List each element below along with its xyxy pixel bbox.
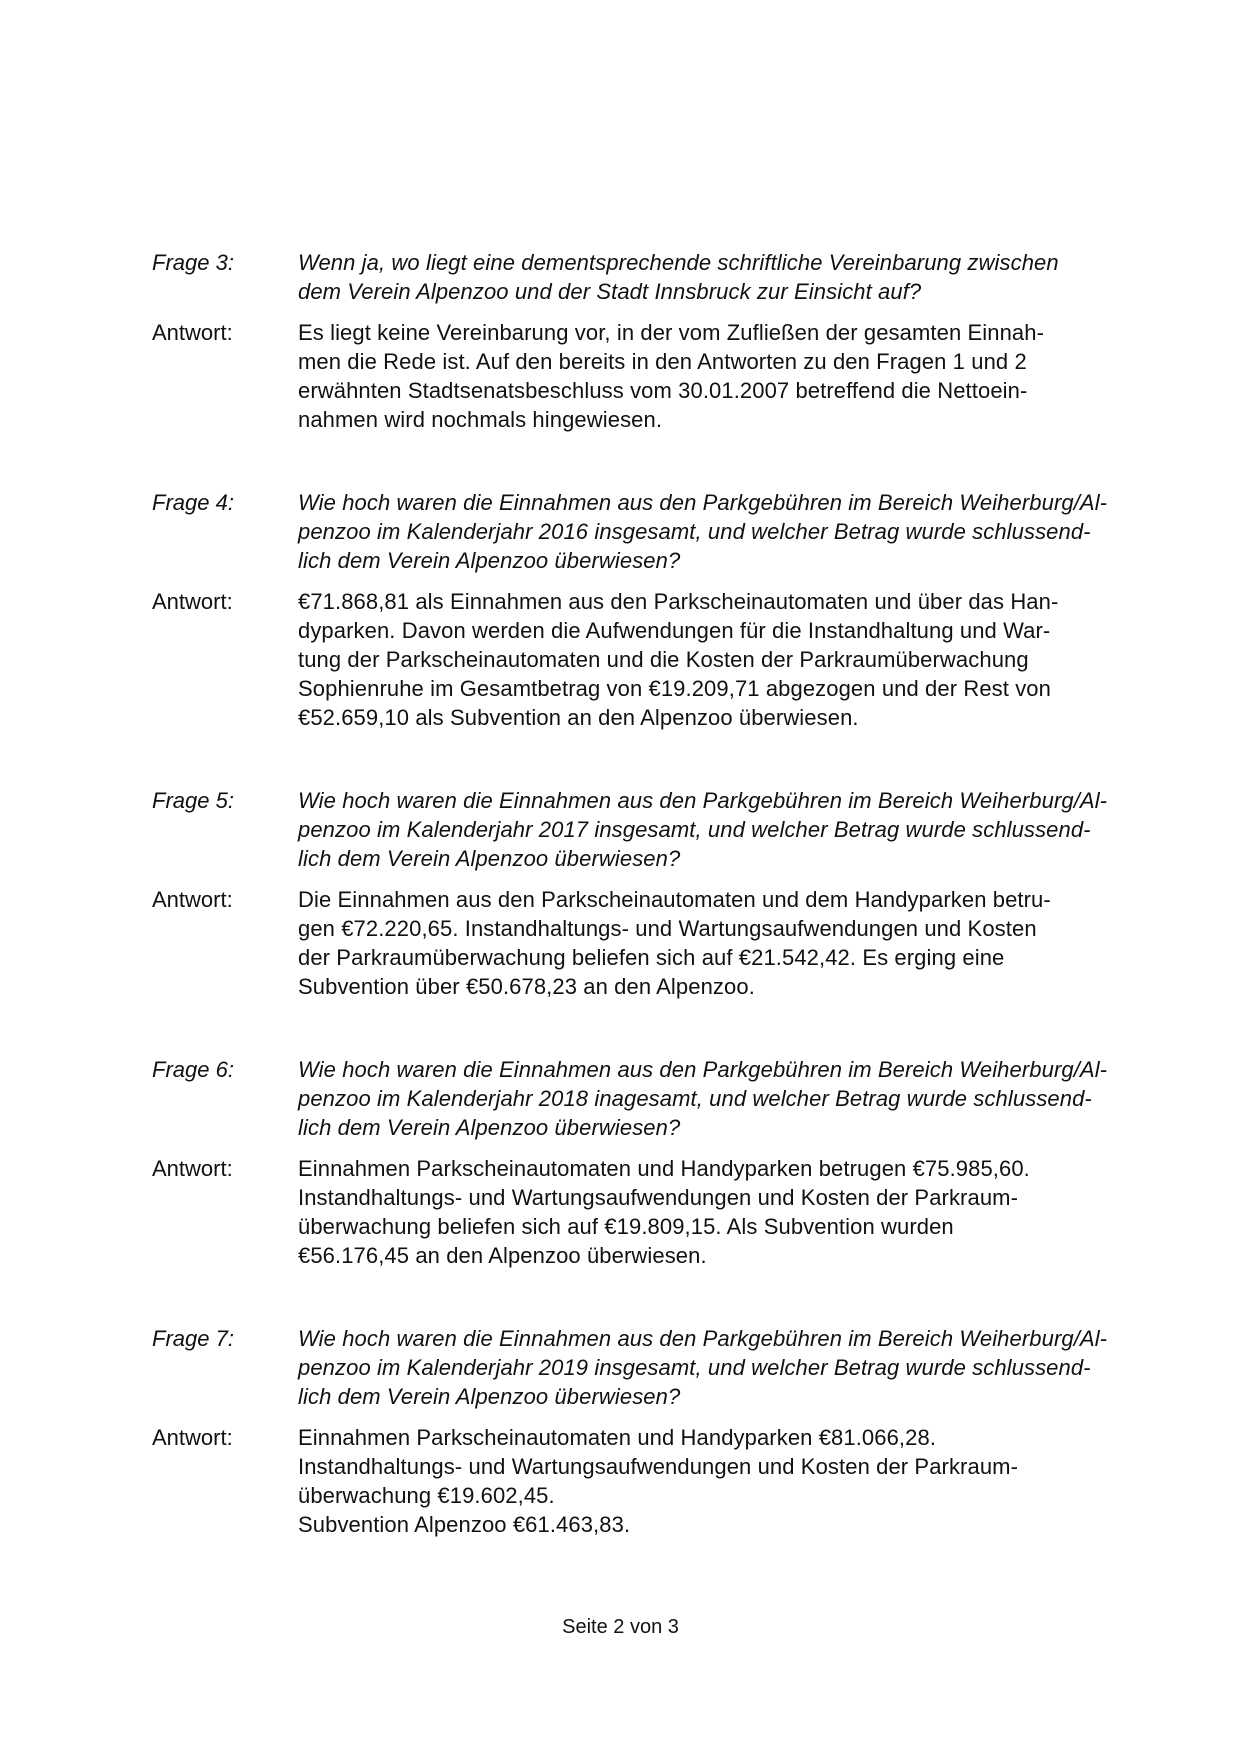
question-label: Frage 6:	[152, 1057, 234, 1082]
question-label: Frage 3:	[152, 250, 234, 275]
answer-label: Antwort:	[152, 589, 233, 614]
answer-row	[152, 318, 1142, 434]
answer-row	[152, 885, 1142, 1001]
answer-row	[152, 587, 1142, 732]
answer-text: €71.868,81 als Einnahmen aus den Parkscheinautomaten und über das Han- dyparken. Davon werden die Aufwendungen für die Instandhaltung und War- tung der Parkscheinautomaten und die Kosten der Parkraumüberwachung Sophienruhe im Gesamtbetrag von €19.209,71 abgezogen und der Rest von €52.659,10 als Subvention an den Alpenzoo überwiesen.	[298, 589, 1059, 730]
question-text: Wenn ja, wo liegt eine dementsprechende schriftliche Vereinbarung zwischen dem Verein Alpenzoo und der Stadt Innsbruck zur Einsicht auf?	[298, 250, 1059, 304]
question-row	[152, 1055, 1142, 1142]
page-number-footer: Seite 2 von 3	[562, 1616, 679, 1638]
answer-label: Antwort:	[152, 1156, 233, 1181]
answer-text: Es liegt keine Vereinbarung vor, in der vom Zufließen der gesamten Einnah- men die Rede ist. Auf den bereits in den Antworten zu den Fragen 1 und 2 erwähnten Stadtsenatsbeschluss vom 30.01.2007 betreffend die Nettoein- nahmen wird nochmals hingewiesen.	[298, 320, 1045, 432]
question-label: Frage 7:	[152, 1326, 234, 1351]
answer-text: Die Einnahmen aus den Parkscheinautomaten und dem Handyparken betru- gen €72.220,65. Instandhaltungs- und Wartungsaufwendungen und Kosten der Parkraumüberwachung beliefen sich auf €21.542,42. Es erging eine Subvention über €50.678,23 an den Alpenzoo.	[298, 887, 1051, 999]
qa-entry-frage-3	[152, 248, 1142, 434]
answer-label: Antwort:	[152, 887, 233, 912]
answer-text: Einnahmen Parkscheinautomaten und Handyparken €81.066,28. Instandhaltungs- und Wartungsaufwendungen und Kosten der Parkraum- überwachung €19.602,45. Subvention Alpenzoo €61.463,83.	[298, 1425, 1019, 1537]
answer-row	[152, 1154, 1142, 1270]
question-row	[152, 248, 1142, 306]
question-label: Frage 5:	[152, 788, 234, 813]
question-row	[152, 786, 1142, 873]
question-text: Wie hoch waren die Einnahmen aus den Parkgebühren im Bereich Weiherburg/Al- penzoo im Kalenderjahr 2016 insgesamt, und welcher Betrag wurde schlussend- lich dem Verein Alpenzoo überwiesen?	[298, 490, 1108, 573]
answer-label: Antwort:	[152, 320, 233, 345]
qa-entry-frage-7	[152, 1324, 1142, 1539]
question-text: Wie hoch waren die Einnahmen aus den Parkgebühren im Bereich Weiherburg/Al- penzoo im Kalenderjahr 2018 inagesamt, und welcher Betrag wurde schlussend- lich dem Verein Alpenzoo überwiesen?	[298, 1057, 1108, 1140]
question-row	[152, 1324, 1142, 1411]
question-text: Wie hoch waren die Einnahmen aus den Parkgebühren im Bereich Weiherburg/Al- penzoo im Kalenderjahr 2019 insgesamt, und welcher Betrag wurde schlussend- lich dem Verein Alpenzoo überwiesen?	[298, 1326, 1108, 1409]
answer-text: Einnahmen Parkscheinautomaten und Handyparken betrugen €75.985,60. Instandhaltungs- und Wartungsaufwendungen und Kosten der Parkraum- überwachung beliefen sich auf €19.809,15. Als Subvention wurden €56.176,45 an den Alpenzoo überwiesen.	[298, 1156, 1030, 1268]
answer-row	[152, 1423, 1142, 1539]
question-text: Wie hoch waren die Einnahmen aus den Parkgebühren im Bereich Weiherburg/Al- penzoo im Kalenderjahr 2017 insgesamt, und welcher Betrag wurde schlussend- lich dem Verein Alpenzoo überwiesen?	[298, 788, 1108, 871]
question-label: Frage 4:	[152, 490, 234, 515]
question-row	[152, 488, 1142, 575]
answer-label: Antwort:	[152, 1425, 233, 1450]
qa-entry-frage-6	[152, 1055, 1142, 1270]
qa-entry-frage-4	[152, 488, 1142, 732]
qa-entry-frage-5	[152, 786, 1142, 1001]
